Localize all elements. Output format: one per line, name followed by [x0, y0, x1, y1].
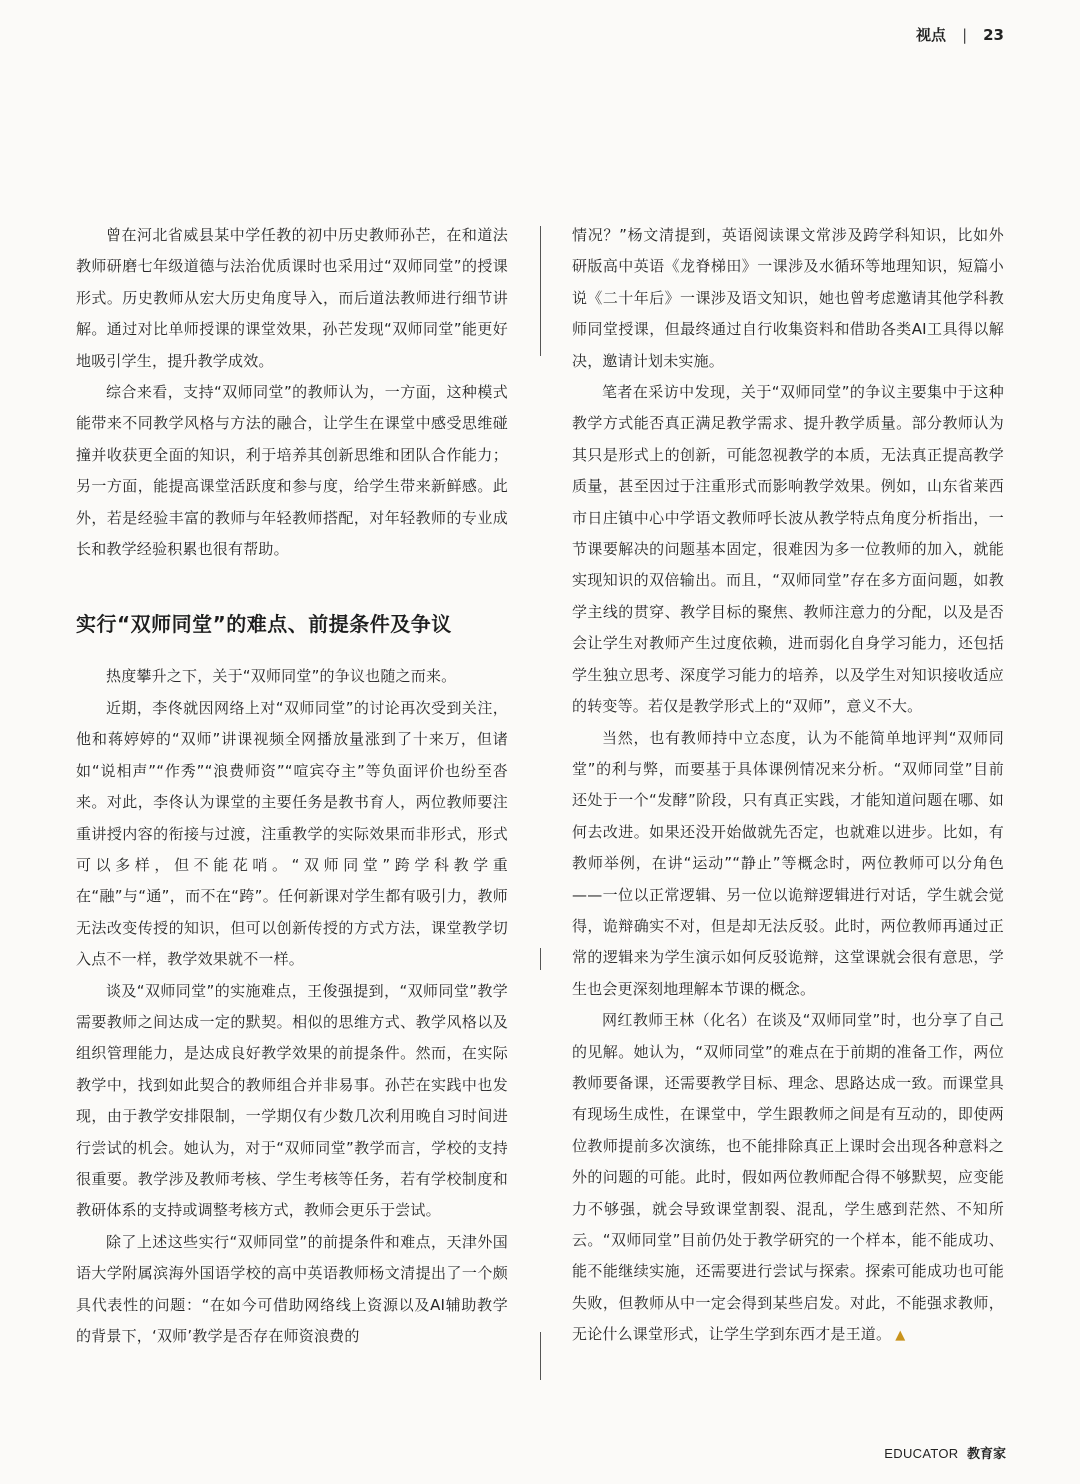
column-divider-mark: [540, 226, 541, 356]
page-header: [916, 24, 1004, 45]
paragraph-text: 网红教师王林（化名）在谈及“双师同堂”时，也分享了自己的见解。她认为，“双师同堂”的难点在于前期的准备工作，两位教师要备课，还需要教学目标、理念、思路达成一致。而课堂具有现场生成性，在课堂中，学生跟教师之间是有互动的，即使两位教师提前多次演练，也不能排除真正上课时会出现各种意料之外的问题的可能。此时，假如两位教师配合得不够默契，应变能力不够强，就会导致课堂割裂、混乱，学生感到茫然、不知所云。“双师同堂”目前仍处于教学研究的一个样本，能不能成功、能不能继续实施，还需要进行尝试与探索。探索可能成功也可能失败，但教师从中一定会得到某些启发。对此，不能强求教师，无论什么课堂形式，让学生学到东西才是王道。: [572, 1011, 1004, 1344]
paragraph: 近期，李佟就因网络上对“双师同堂”的讨论再次受到关注，他和蒋婷婷的“双师”讲课视频全网播放量涨到了十来万，但诸如“说相声”“作秀”“浪费师资”“喧宾夺主”等负面评价也纷至沓来。对此，李佟认为课堂的主要任务是教书育人，两位教师要注重讲授内容的衔接与过渡，注重教学的实际效果而非形式，形式可以多样，但不能花哨。“双师同堂”跨学科教学重在“融”与“通”，而不在“跨”。任何新课对学生都有吸引力，教师无法改变传授的知识，但可以创新传授的方式方法，课堂教学切入点不一样，教学效果就不一样。: [76, 698, 508, 969]
header-separator: |: [962, 25, 968, 44]
paragraph: 当然，也有教师持中立态度，认为不能简单地评判“双师同堂”的利与弊，而要基于具体课例情况来分析。“双师同堂”目前还处于一个“发酵”阶段，只有真正实践，才能知道问题在哪、如何去改进。如果还没开始做就先否定，也就难以进步。比如，有教师举例，在讲“运动”“静止”等概念时，两位教师可以分角色——一位以正常逻辑、另一位以诡辩逻辑进行对话，学生就会觉得，诡辩确实不对，但是却无法反驳。此时，两位教师再通过正常的逻辑来为学生演示如何反驳诡辩，这堂课就会很有意思，学生也会更深刻地理解本节课的概念。: [572, 728, 1004, 998]
paragraph: 除了上述这些实行“双师同堂”的前提条件和难点，天津外国语大学附属滨海外国语学校的高中英语教师杨文清提出了一个颇具代表性的问题：“在如今可借助网络线上资源以及AI辅助教学的背景下，‘双师’教学是否存在师资浪费的: [76, 1232, 508, 1345]
right-column: [572, 220, 1004, 1352]
paragraph: 笔者在采访中发现，关于“双师同堂”的争议主要集中于这种教学方式能否真正满足教学需求、提升教学质量。部分教师认为其只是形式上的创新，可能忽视教学的本质，无法真正提高教学质量，甚至因过于注重形式而影响教学效果。例如，山东省莱西市日庄镇中心中学语文教师呼长波从教学特点角度分析指出，一节课要解决的问题基本固定，很难因为多一位教师的加入，就能实现知识的双倍输出。而且，“双师同堂”存在多方面问题，如教学主线的贯穿、教学目标的聚焦、教师注意力的分配，以及是否会让学生对教师产生过度依赖，进而弱化自身学习能力，还包括学生独立思考、深度学习能力的培养，以及学生对知识接收适应的转变等。若仅是教学形式上的“双师”，意义不大。: [572, 383, 1004, 716]
brand-english: EDUCATOR: [884, 1446, 959, 1461]
paragraph: [572, 1005, 1004, 1351]
column-divider-mark: [540, 948, 541, 970]
paragraph-continuation: 情况？”杨文清提到，英语阅读课文常涉及跨学科知识，比如外研版高中英语《龙脊梯田》一课涉及水循环等地理知识，短篇小说《二十年后》一课涉及语文知识，她也曾考虑邀请其他学科教师同堂授课，但最终通过自行收集资料和借助各类AI工具得以解决，邀请计划未实施。: [572, 226, 1004, 370]
section-label: 视点: [916, 26, 947, 44]
left-column: [76, 220, 508, 1352]
mortarboard-icon: ▲: [895, 1328, 906, 1344]
paragraph: 热度攀升之下，关于“双师同堂”的争议也随之而来。: [106, 667, 457, 686]
paragraph: 曾在河北省威县某中学任教的初中历史教师孙芒，在和道法教师研磨七年级道德与法治优质课时也采用过“双师同堂”的授课形式。历史教师从宏大历史角度导入，而后道法教师进行细节讲解。通过对比单师授课的课堂效果，孙芒发现“双师同堂”能更好地吸引学生，提升教学成效。: [76, 226, 508, 370]
page-footer: [884, 1443, 1006, 1462]
column-divider-mark: [540, 1332, 541, 1380]
brand-chinese: 教育家: [966, 1447, 1006, 1462]
section-heading: 实行“双师同堂”的难点、前提条件及争议: [76, 612, 452, 637]
page-number: 23: [983, 25, 1004, 44]
paragraph: 综合来看，支持“双师同堂”的教师认为，一方面，这种模式能带来不同教学风格与方法的融合，让学生在课堂中感受思维碰撞并收获更全面的知识，利于培养其创新思维和团队合作能力；另一方面，能提高课堂活跃度和参与度，给学生带来新鲜感。此外，若是经验丰富的教师与年轻教师搭配，对年轻教师的专业成长和教学经验积累也很有帮助。: [76, 383, 508, 559]
paragraph: 谈及“双师同堂”的实施难点，王俊强提到，“双师同堂”教学需要教师之间达成一定的默契。相似的思维方式、教学风格以及组织管理能力，是达成良好教学效果的前提条件。然而，在实际教学中，找到如此契合的教师组合并非易事。孙芒在实践中也发现，由于教学安排限制，一学期仅有少数几次利用晚自习时间进行尝试的机会。她认为，对于“双师同堂”教学而言，学校的支持很重要。教学涉及教师考核、学生考核等任务，若有学校制度和教研体系的支持或调整考核方式，教师会更乐于尝试。: [76, 981, 508, 1220]
